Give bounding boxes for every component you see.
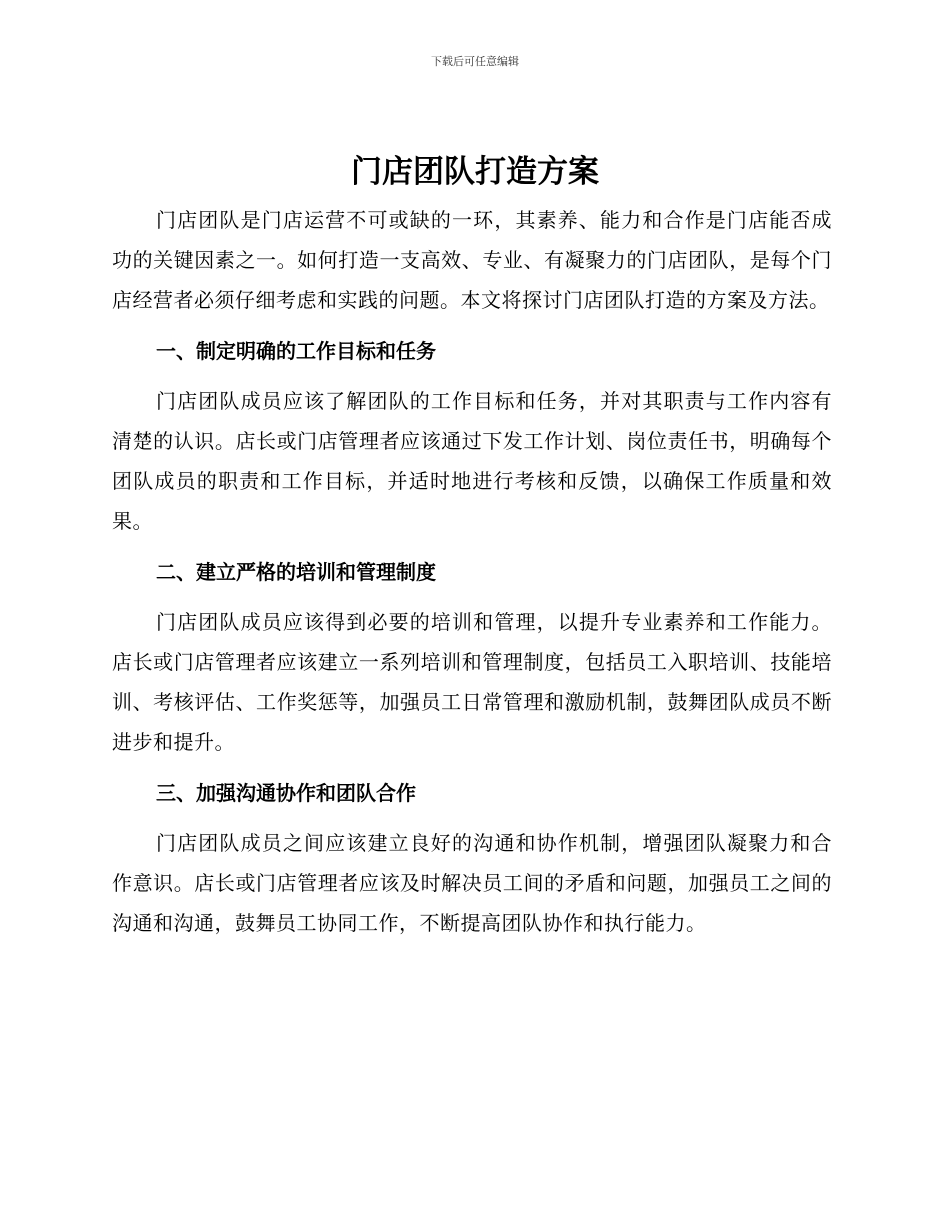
section-heading: 二、建立严格的培训和管理制度 <box>156 560 436 584</box>
section-1 <box>112 333 832 541</box>
section-paragraph: 门店团队成员应该得到必要的培训和管理，以提升专业素养和工作能力。店长或门店管理者应该建立一系列培训和管理制度，包括员工入职培训、技能培训、考核评估、工作奖惩等，加强员工日常管理和激励机制，鼓舞团队成员不断进步和提升。 <box>112 610 832 754</box>
section-paragraph: 门店团队成员应该了解团队的工作目标和任务，并对其职责与工作内容有清楚的认识。店长或门店管理者应该通过下发工作计划、岗位责任书，明确每个团队成员的职责和工作目标，并适时地进行考核和反馈，以确保工作质量和效果。 <box>112 389 832 533</box>
section-paragraph: 门店团队成员之间应该建立良好的沟通和协作机制，增强团队凝聚力和合作意识。店长或门店管理者应该及时解决员工间的矛盾和问题，加强员工之间的沟通和沟通，鼓舞员工协同工作，不断提高团队协作和执行能力。 <box>112 831 832 935</box>
section-heading: 一、制定明确的工作目标和任务 <box>156 339 436 363</box>
section-heading: 三、加强沟通协作和团队合作 <box>156 781 416 805</box>
intro-paragraph: 门店团队是门店运营不可或缺的一环，其素养、能力和合作是门店能否成功的关键因素之一。如何打造一支高效、专业、有凝聚力的门店团队，是每个门店经营者必须仔细考虑和实践的问题。本文将探讨门店团队打造的方案及方法。 <box>112 208 832 312</box>
section-2 <box>112 554 832 762</box>
section-3 <box>112 775 832 943</box>
document-title: 门店团队打造方案 <box>351 154 599 190</box>
header-note: 下载后可任意编辑 <box>431 55 519 68</box>
document-body <box>112 200 832 943</box>
